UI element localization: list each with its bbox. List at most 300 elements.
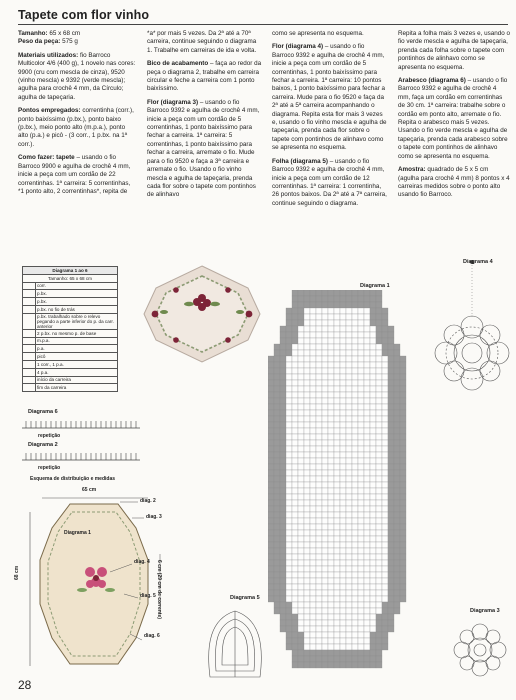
grid-cell xyxy=(394,506,400,512)
grid-cell xyxy=(280,476,286,482)
grid-cell xyxy=(370,416,376,422)
grid-cell xyxy=(400,452,406,458)
grid-cell xyxy=(346,518,352,524)
col2-intro: *a* por mais 5 vezes. Da 2ª até a 70ª carreira, continue seguindo o diagrama 1. Trabalhe em carreiras de ida e volta. xyxy=(147,30,257,54)
grid-cell xyxy=(292,608,298,614)
grid-cell xyxy=(340,350,346,356)
grid-cell xyxy=(346,500,352,506)
grid-cell xyxy=(346,350,352,356)
grid-cell xyxy=(268,506,274,512)
grid-cell xyxy=(376,620,382,626)
grid-cell xyxy=(382,458,388,464)
grid-cell xyxy=(316,650,322,656)
grid-cell xyxy=(382,638,388,644)
grid-cell xyxy=(352,332,358,338)
grid-cell xyxy=(322,404,328,410)
grid-cell xyxy=(316,620,322,626)
grid-cell xyxy=(346,308,352,314)
grid-cell xyxy=(376,530,382,536)
grid-cell xyxy=(352,308,358,314)
grid-cell xyxy=(298,662,304,668)
grid-cell xyxy=(292,554,298,560)
grid-cell xyxy=(322,326,328,332)
grid-cell xyxy=(304,596,310,602)
grid-cell xyxy=(298,398,304,404)
grid-cell xyxy=(280,602,286,608)
grid-cell xyxy=(286,542,292,548)
grid-cell xyxy=(346,476,352,482)
grid-cell xyxy=(340,494,346,500)
grid-cell xyxy=(400,524,406,530)
legend-table xyxy=(22,266,118,392)
grid-cell xyxy=(274,356,280,362)
grid-cell xyxy=(340,416,346,422)
grid-cell xyxy=(304,650,310,656)
grid-cell xyxy=(274,392,280,398)
grid-cell xyxy=(388,488,394,494)
grid-cell xyxy=(340,650,346,656)
grid-cell xyxy=(328,542,334,548)
grid-cell xyxy=(322,638,328,644)
legend-symbol xyxy=(23,329,36,337)
grid-cell xyxy=(346,482,352,488)
grid-cell xyxy=(394,422,400,428)
grid-cell xyxy=(316,614,322,620)
grid-cell xyxy=(370,662,376,668)
grid-cell xyxy=(382,542,388,548)
grid-cell xyxy=(370,314,376,320)
grid-cell xyxy=(328,410,334,416)
how-text: – usando o fio Barroco 9900 e agulha de crochê 4 mm, inicie a peça com um cordão de 22 correntinhas. 1ª carreira: 5 correntinhas, *1 ponto alto, 2 correntinhas*, repita de xyxy=(18,154,131,195)
grid-cell xyxy=(334,296,340,302)
grid-cell xyxy=(382,518,388,524)
grid-cell xyxy=(304,578,310,584)
grid-cell xyxy=(280,404,286,410)
grid-cell xyxy=(328,422,334,428)
grid-cell xyxy=(268,416,274,422)
grid-cell xyxy=(334,512,340,518)
grid-cell xyxy=(310,602,316,608)
grid-cell xyxy=(334,620,340,626)
grid-cell xyxy=(310,350,316,356)
grid-cell xyxy=(358,440,364,446)
flor3-label: Flor (diagrama 3) xyxy=(147,98,199,106)
grid-cell xyxy=(268,566,274,572)
grid-cell xyxy=(394,392,400,398)
grid-cell xyxy=(274,362,280,368)
grid-cell xyxy=(292,542,298,548)
grid-cell xyxy=(388,584,394,590)
grid-cell xyxy=(394,566,400,572)
grid-cell xyxy=(376,512,382,518)
grid-cell xyxy=(352,632,358,638)
grid-cell xyxy=(280,626,286,632)
grid-cell xyxy=(298,584,304,590)
grid-cell xyxy=(286,374,292,380)
grid-cell xyxy=(370,296,376,302)
grid-cell xyxy=(358,518,364,524)
grid-cell xyxy=(292,632,298,638)
grid-cell xyxy=(322,338,328,344)
grid-cell xyxy=(322,596,328,602)
grid-cell xyxy=(358,398,364,404)
grid-cell xyxy=(280,464,286,470)
grid-cell xyxy=(310,470,316,476)
grid-cell xyxy=(298,464,304,470)
grid-cell xyxy=(358,434,364,440)
scheme-diagram-1-label: Diagrama 1 xyxy=(64,530,91,536)
grid-cell xyxy=(364,470,370,476)
grid-cell xyxy=(322,590,328,596)
grid-cell xyxy=(388,452,394,458)
grid-cell xyxy=(352,296,358,302)
grid-cell xyxy=(274,368,280,374)
grid-cell xyxy=(346,458,352,464)
grid-cell xyxy=(376,338,382,344)
grid-cell xyxy=(304,422,310,428)
grid-cell xyxy=(316,404,322,410)
grid-cell xyxy=(400,542,406,548)
grid-cell xyxy=(274,512,280,518)
grid-cell xyxy=(328,392,334,398)
grid-cell xyxy=(364,530,370,536)
grid-cell xyxy=(316,566,322,572)
grid-cell xyxy=(316,290,322,296)
grid-cell xyxy=(352,326,358,332)
grid-cell xyxy=(322,620,328,626)
grid-cell xyxy=(394,482,400,488)
grid-cell xyxy=(298,356,304,362)
grid-cell xyxy=(400,368,406,374)
grid-cell xyxy=(340,410,346,416)
grid-cell xyxy=(358,638,364,644)
grid-cell xyxy=(346,374,352,380)
grid-cell xyxy=(340,524,346,530)
grid-cell xyxy=(376,440,382,446)
grid-cell xyxy=(358,548,364,554)
grid-cell xyxy=(340,632,346,638)
grid-cell xyxy=(382,452,388,458)
grid-cell xyxy=(340,332,346,338)
grid-cell xyxy=(358,290,364,296)
grid-cell xyxy=(322,434,328,440)
grid-cell xyxy=(376,428,382,434)
grid-cell xyxy=(310,380,316,386)
grid-cell xyxy=(382,494,388,500)
grid-cell xyxy=(316,386,322,392)
legend-size: Tamanho: 65 x 68 cm xyxy=(23,274,118,282)
grid-cell xyxy=(328,482,334,488)
grid-cell xyxy=(310,464,316,470)
grid-cell xyxy=(400,356,406,362)
grid-cell xyxy=(310,362,316,368)
grid-cell xyxy=(382,344,388,350)
grid-cell xyxy=(286,518,292,524)
grid-cell xyxy=(310,524,316,530)
grid-cell xyxy=(328,296,334,302)
grid-cell xyxy=(334,464,340,470)
grid-cell xyxy=(328,578,334,584)
grid-cell xyxy=(388,422,394,428)
grid-cell xyxy=(352,584,358,590)
grid-cell xyxy=(346,662,352,668)
legend-text: p.bx. no fio de trás xyxy=(36,305,118,313)
grid-cell xyxy=(388,578,394,584)
grid-cell xyxy=(370,440,376,446)
grid-cell xyxy=(304,602,310,608)
grid-cell xyxy=(304,356,310,362)
grid-cell xyxy=(400,434,406,440)
grid-cell xyxy=(376,506,382,512)
grid-cell xyxy=(364,572,370,578)
grid-cell xyxy=(274,542,280,548)
grid-cell xyxy=(352,566,358,572)
grid-cell xyxy=(334,332,340,338)
legend-row xyxy=(23,376,118,384)
grid-cell xyxy=(358,500,364,506)
grid-cell xyxy=(346,452,352,458)
grid-cell xyxy=(400,416,406,422)
grid-cell xyxy=(310,662,316,668)
esquema-label: Esquema de distribuição e medidas xyxy=(30,476,116,482)
grid-cell xyxy=(310,458,316,464)
grid-cell xyxy=(376,608,382,614)
column-3 xyxy=(272,30,387,213)
grid-cell xyxy=(274,488,280,494)
grid-cell xyxy=(370,452,376,458)
grid-cell xyxy=(322,560,328,566)
grid-cell xyxy=(364,560,370,566)
grid-cell xyxy=(334,578,340,584)
grid-cell xyxy=(298,620,304,626)
grid-cell xyxy=(346,488,352,494)
grid-cell xyxy=(388,602,394,608)
grid-cell xyxy=(286,572,292,578)
grid-cell xyxy=(304,506,310,512)
grid-cell xyxy=(304,470,310,476)
grid-cell xyxy=(388,386,394,392)
grid-cell xyxy=(316,434,322,440)
grid-cell xyxy=(376,476,382,482)
grid-cell xyxy=(298,422,304,428)
grid-cell xyxy=(280,494,286,500)
grid-cell xyxy=(304,524,310,530)
grid-cell xyxy=(280,608,286,614)
grid-cell xyxy=(400,590,406,596)
grid-cell xyxy=(334,344,340,350)
grid-cell xyxy=(358,428,364,434)
grid-cell xyxy=(370,320,376,326)
grid-cell xyxy=(382,332,388,338)
grid-cell xyxy=(292,422,298,428)
grid-cell xyxy=(292,566,298,572)
grid-cell xyxy=(334,428,340,434)
grid-cell xyxy=(280,590,286,596)
grid-cell xyxy=(352,650,358,656)
grid-cell xyxy=(286,452,292,458)
grid-cell xyxy=(358,524,364,530)
grid-cell xyxy=(352,530,358,536)
grid-cell xyxy=(358,554,364,560)
grid-cell xyxy=(346,356,352,362)
grid-cell xyxy=(370,524,376,530)
grid-cell xyxy=(298,650,304,656)
grid-cell xyxy=(358,326,364,332)
grid-cell xyxy=(358,374,364,380)
grid-cell xyxy=(334,644,340,650)
grid-cell xyxy=(274,530,280,536)
grid-cell xyxy=(268,482,274,488)
grid-cell xyxy=(322,398,328,404)
grid-cell xyxy=(334,488,340,494)
grid-cell xyxy=(346,650,352,656)
grid-cell xyxy=(370,482,376,488)
grid-cell xyxy=(370,638,376,644)
grid-cell xyxy=(328,626,334,632)
grid-cell xyxy=(316,326,322,332)
grid-cell xyxy=(394,518,400,524)
grid-cell xyxy=(286,530,292,536)
grid-cell xyxy=(358,338,364,344)
grid-cell xyxy=(298,488,304,494)
grid-cell xyxy=(340,530,346,536)
grid-cell xyxy=(394,536,400,542)
grid-cell xyxy=(316,584,322,590)
grid-cell xyxy=(304,428,310,434)
legend-symbol xyxy=(23,298,36,306)
grid-cell xyxy=(316,440,322,446)
grid-cell xyxy=(298,566,304,572)
grid-cell xyxy=(400,512,406,518)
grid-cell xyxy=(280,446,286,452)
grid-cell xyxy=(388,362,394,368)
grid-cell xyxy=(364,518,370,524)
grid-cell xyxy=(274,440,280,446)
grid-cell xyxy=(304,476,310,482)
grid-cell xyxy=(322,644,328,650)
grid-cell xyxy=(394,500,400,506)
grid-cell xyxy=(292,620,298,626)
grid-cell xyxy=(388,326,394,332)
grid-cell xyxy=(340,608,346,614)
grid-cell xyxy=(340,518,346,524)
grid-cell xyxy=(358,602,364,608)
grid-cell xyxy=(364,326,370,332)
grid-cell xyxy=(346,542,352,548)
grid-cell xyxy=(292,386,298,392)
grid-cell xyxy=(310,650,316,656)
grid-cell xyxy=(340,554,346,560)
grid-cell xyxy=(280,434,286,440)
grid-cell xyxy=(322,314,328,320)
grid-cell xyxy=(316,422,322,428)
grid-cell xyxy=(274,494,280,500)
grid-cell xyxy=(286,392,292,398)
grid-cell xyxy=(370,362,376,368)
grid-cell xyxy=(286,476,292,482)
grid-cell xyxy=(328,380,334,386)
grid-cell xyxy=(274,566,280,572)
grid-cell xyxy=(352,440,358,446)
grid-cell xyxy=(400,572,406,578)
grid-cell xyxy=(352,374,358,380)
grid-cell xyxy=(334,572,340,578)
grid-cell xyxy=(346,392,352,398)
grid-cell xyxy=(394,446,400,452)
grid-cell xyxy=(364,302,370,308)
grid-cell xyxy=(340,536,346,542)
grid-cell xyxy=(376,290,382,296)
grid-cell xyxy=(310,560,316,566)
grid-cell xyxy=(304,638,310,644)
dimension-label: 6 cm (29 cm de corrente) xyxy=(156,560,162,619)
grid-cell xyxy=(268,572,274,578)
grid-cell xyxy=(370,542,376,548)
grid-cell xyxy=(376,494,382,500)
grid-cell xyxy=(328,512,334,518)
grid-cell xyxy=(316,398,322,404)
grid-cell xyxy=(322,332,328,338)
grid-cell xyxy=(334,518,340,524)
grid-cell xyxy=(292,314,298,320)
grid-cell xyxy=(346,344,352,350)
grid-cell xyxy=(358,584,364,590)
grid-cell xyxy=(322,464,328,470)
grid-cell xyxy=(280,458,286,464)
grid-cell xyxy=(358,632,364,638)
grid-cell xyxy=(286,308,292,314)
grid-cell xyxy=(394,530,400,536)
grid-cell xyxy=(388,434,394,440)
grid-cell xyxy=(298,500,304,506)
grid-cell xyxy=(280,614,286,620)
grid-cell xyxy=(364,356,370,362)
grid-cell xyxy=(334,308,340,314)
grid-cell xyxy=(304,326,310,332)
grid-cell xyxy=(358,530,364,536)
grid-cell xyxy=(274,434,280,440)
grid-cell xyxy=(370,344,376,350)
grid-cell xyxy=(280,542,286,548)
grid-cell xyxy=(298,602,304,608)
grid-cell xyxy=(334,410,340,416)
grid-cell xyxy=(382,338,388,344)
grid-cell xyxy=(400,560,406,566)
grid-cell xyxy=(280,428,286,434)
grid-cell xyxy=(328,338,334,344)
grid-cell xyxy=(340,338,346,344)
grid-cell xyxy=(388,404,394,410)
legend-row xyxy=(23,360,118,368)
grid-cell xyxy=(400,374,406,380)
grid-cell xyxy=(382,440,388,446)
grid-cell xyxy=(370,404,376,410)
legend-symbol xyxy=(23,376,36,384)
diag-4-callout: diag. 4 xyxy=(134,559,150,565)
grid-cell xyxy=(388,392,394,398)
grid-cell xyxy=(316,560,322,566)
grid-cell xyxy=(298,608,304,614)
grid-cell xyxy=(298,596,304,602)
grid-cell xyxy=(364,428,370,434)
grid-cell xyxy=(286,500,292,506)
grid-cell xyxy=(340,566,346,572)
grid-cell xyxy=(310,476,316,482)
folha-text: – usando o fio Barroco 9392 e agulha de crochê 4 mm, inicie a peça com um cordão de 12 correntinhas. 1ª carreira: 1 correntinha, 26 pontos baixos. Da 2ª até a 7ª carreira, continue seguindo o diagrama. xyxy=(272,157,387,207)
grid-cell xyxy=(352,554,358,560)
grid-cell xyxy=(340,584,346,590)
grid-cell xyxy=(292,500,298,506)
